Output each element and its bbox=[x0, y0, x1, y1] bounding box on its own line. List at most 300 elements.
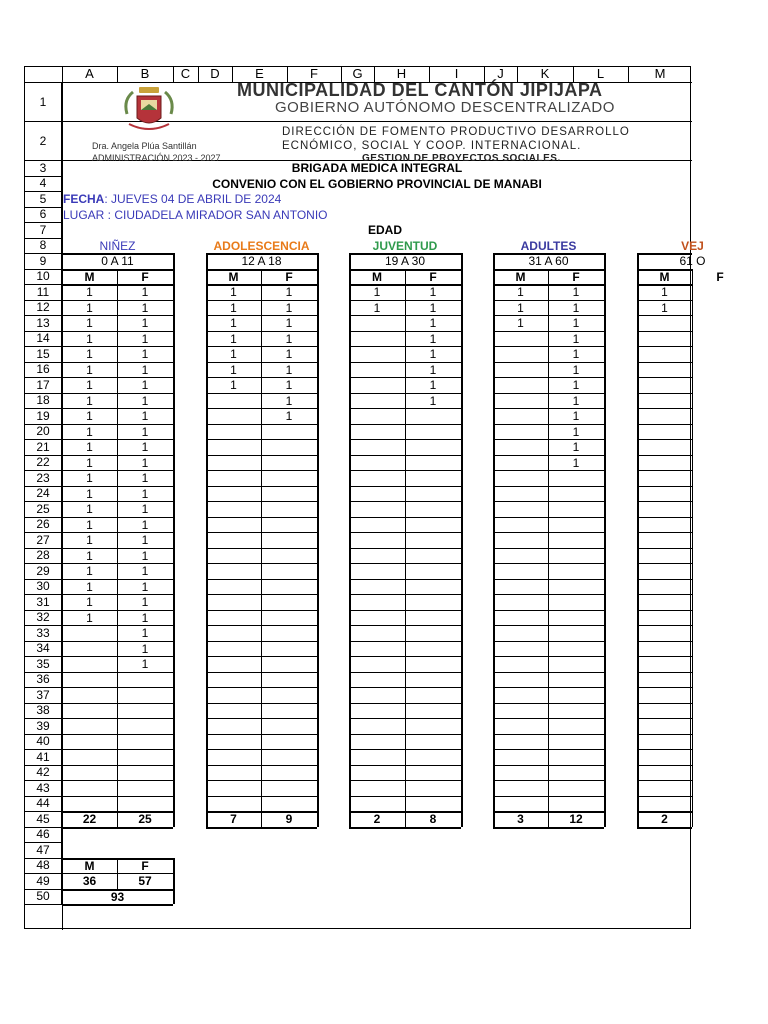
group-border-right bbox=[317, 253, 319, 827]
group-row-line bbox=[206, 656, 317, 657]
male-count-cell: 1 bbox=[86, 393, 93, 408]
event-location: LUGAR : CIUDADELA MIRADOR SAN ANTONIO bbox=[63, 207, 328, 222]
group-row-line bbox=[62, 548, 173, 549]
group-row-line bbox=[493, 656, 604, 657]
female-count-cell: 1 bbox=[572, 378, 580, 392]
female-count-cell: 1 bbox=[572, 300, 580, 315]
group-row-line bbox=[637, 408, 692, 409]
female-count-cell: 1 bbox=[572, 362, 580, 377]
female-count-cell: 1 bbox=[141, 331, 149, 346]
group-row-line bbox=[349, 486, 461, 487]
group-row-line bbox=[206, 687, 317, 688]
row-header-42[interactable]: 42 bbox=[25, 765, 62, 781]
female-count-cell: 1 bbox=[141, 641, 149, 656]
date-label: FECHA bbox=[63, 192, 105, 206]
group-row-line bbox=[206, 749, 317, 750]
spreadsheet bbox=[24, 66, 724, 929]
row-header-11[interactable]: 11 bbox=[25, 284, 62, 300]
group-row-line bbox=[62, 470, 173, 471]
group-border-left bbox=[637, 253, 639, 827]
group-row-line bbox=[206, 563, 317, 564]
row-header-41[interactable]: 41 bbox=[25, 749, 62, 765]
group-row-line bbox=[637, 315, 692, 316]
direction-line-3: GESTION DE PROYECTOS SOCIALES. bbox=[362, 153, 561, 164]
group-row-line bbox=[637, 811, 692, 813]
group-border-right bbox=[604, 253, 606, 827]
female-count-cell: 1 bbox=[141, 424, 149, 439]
group-row-line bbox=[62, 718, 173, 719]
group-row-line bbox=[206, 300, 317, 301]
female-count-cell: 1 bbox=[141, 595, 149, 609]
row-header-3[interactable]: 3 bbox=[25, 160, 62, 176]
group-row-line bbox=[206, 718, 317, 719]
female-total: 12 bbox=[569, 812, 583, 826]
female-count-cell: 1 bbox=[141, 300, 149, 315]
male-total: 2 bbox=[661, 812, 668, 826]
male-count-cell: 1 bbox=[86, 533, 93, 547]
row-header-5[interactable]: 5 bbox=[25, 191, 62, 207]
group-row-line bbox=[637, 703, 692, 704]
row-header-6[interactable]: 6 bbox=[25, 207, 62, 223]
row-header-20[interactable]: 20 bbox=[25, 424, 62, 440]
group-row-line bbox=[62, 455, 173, 456]
group-row-line bbox=[62, 439, 173, 440]
female-count-cell: 1 bbox=[572, 347, 580, 361]
column-header-d[interactable]: D bbox=[210, 66, 220, 81]
female-count-cell: 1 bbox=[141, 455, 149, 470]
group-row-line bbox=[349, 625, 461, 626]
group-row-line bbox=[637, 672, 692, 673]
male-count-cell: 1 bbox=[86, 455, 93, 470]
group-row-line bbox=[637, 284, 692, 286]
male-column-header: M bbox=[84, 269, 95, 284]
group-row-line bbox=[206, 532, 317, 533]
column-header-k[interactable]: K bbox=[540, 66, 550, 81]
male-count-cell: 1 bbox=[230, 316, 237, 330]
row-header-2[interactable]: 2 bbox=[25, 121, 62, 160]
group-row-line bbox=[493, 439, 604, 440]
group-row-line bbox=[206, 331, 317, 332]
male-count-cell: 1 bbox=[86, 471, 93, 485]
row-header-21[interactable]: 21 bbox=[25, 439, 62, 455]
group-border-left bbox=[349, 253, 351, 827]
male-count-cell: 1 bbox=[86, 347, 93, 361]
group-row-line bbox=[349, 780, 461, 781]
row-header-47[interactable]: 47 bbox=[25, 842, 62, 858]
group-row-line bbox=[206, 672, 317, 673]
group-row-line bbox=[349, 315, 461, 316]
group-row-line bbox=[62, 765, 173, 766]
row-header-49[interactable]: 49 bbox=[25, 873, 62, 889]
group-border-top bbox=[349, 253, 461, 255]
group-row-line bbox=[637, 734, 692, 735]
male-column-header: M bbox=[228, 269, 239, 284]
group-row-line bbox=[206, 765, 317, 766]
age-group-range: 0 A 11 bbox=[101, 254, 134, 268]
group-row-line bbox=[493, 470, 604, 471]
summary-female-total: 57 bbox=[138, 874, 152, 888]
group-row-line bbox=[206, 579, 317, 580]
group-row-line bbox=[349, 672, 461, 673]
male-count-cell: 1 bbox=[230, 300, 237, 315]
male-count-cell: 1 bbox=[86, 378, 93, 392]
group-row-line bbox=[493, 315, 604, 316]
row-header-45[interactable]: 45 bbox=[25, 811, 62, 827]
group-row-line bbox=[349, 579, 461, 580]
female-count-cell: 1 bbox=[285, 316, 293, 330]
group-row-line bbox=[206, 455, 317, 456]
group-row-line bbox=[349, 362, 461, 363]
female-count-cell: 1 bbox=[572, 393, 580, 408]
group-border-bottom bbox=[637, 827, 692, 829]
female-count-cell: 1 bbox=[429, 362, 437, 377]
female-count-cell: 1 bbox=[429, 285, 437, 299]
group-row-line bbox=[637, 470, 692, 471]
male-column-header: M bbox=[515, 269, 526, 284]
male-count-cell: 1 bbox=[86, 331, 93, 346]
group-row-line bbox=[493, 532, 604, 533]
summary-border-bottom bbox=[62, 904, 173, 906]
column-header-h[interactable]: H bbox=[396, 66, 407, 81]
row-header-32[interactable]: 32 bbox=[25, 610, 62, 626]
row-header-27[interactable]: 27 bbox=[25, 532, 62, 548]
row-header-4[interactable]: 4 bbox=[25, 176, 62, 192]
female-count-cell: 1 bbox=[285, 409, 293, 423]
group-border-bottom bbox=[62, 827, 173, 829]
female-count-cell: 1 bbox=[141, 548, 149, 563]
group-row-line bbox=[62, 734, 173, 735]
female-count-cell: 1 bbox=[141, 285, 149, 299]
female-count-cell: 1 bbox=[285, 393, 293, 408]
group-row-line bbox=[206, 517, 317, 518]
group-row-line bbox=[493, 625, 604, 626]
female-count-cell: 1 bbox=[429, 393, 437, 408]
group-row-line bbox=[62, 331, 173, 332]
female-count-cell: 1 bbox=[141, 471, 149, 485]
age-header: EDAD bbox=[367, 223, 402, 237]
group-row-line bbox=[637, 780, 692, 781]
group-row-line bbox=[62, 346, 173, 347]
row-header-40[interactable]: 40 bbox=[25, 734, 62, 750]
female-count-cell: 1 bbox=[572, 424, 580, 439]
group-row-line bbox=[349, 610, 461, 611]
group-row-line bbox=[349, 517, 461, 518]
group-row-line bbox=[637, 749, 692, 750]
group-row-line bbox=[637, 346, 692, 347]
group-row-line bbox=[206, 377, 317, 378]
row-header-10[interactable]: 10 bbox=[25, 269, 62, 285]
male-count-cell: 1 bbox=[661, 300, 668, 315]
group-row-line bbox=[349, 811, 461, 813]
age-group-name: NIÑEZ bbox=[99, 238, 136, 253]
government-subtitle: GOBIERNO AUTÓNOMO DESCENTRALIZADO bbox=[275, 99, 615, 116]
male-count-cell: 1 bbox=[86, 579, 93, 594]
group-row-line bbox=[637, 532, 692, 533]
female-count-cell: 1 bbox=[429, 378, 437, 392]
group-border-top bbox=[637, 253, 692, 255]
row-header-50[interactable]: 50 bbox=[25, 889, 62, 905]
row-header-37[interactable]: 37 bbox=[25, 687, 62, 703]
group-row-line bbox=[206, 796, 317, 797]
group-row-line bbox=[493, 408, 604, 409]
male-count-cell: 1 bbox=[661, 285, 668, 299]
female-count-cell: 1 bbox=[141, 533, 149, 547]
group-row-line bbox=[206, 346, 317, 347]
row-header-39[interactable]: 39 bbox=[25, 718, 62, 734]
group-row-line bbox=[62, 284, 173, 286]
female-count-cell: 1 bbox=[429, 347, 437, 361]
event-date bbox=[63, 192, 563, 206]
male-count-cell: 1 bbox=[86, 285, 93, 299]
female-total: 9 bbox=[285, 812, 293, 826]
row-header-38[interactable]: 38 bbox=[25, 703, 62, 719]
group-row-line bbox=[637, 424, 692, 425]
male-count-cell: 1 bbox=[86, 424, 93, 439]
group-row-line bbox=[62, 532, 173, 533]
group-border-top bbox=[493, 253, 604, 255]
male-count-cell: 1 bbox=[230, 331, 237, 346]
group-row-line bbox=[493, 780, 604, 781]
group-row-line bbox=[62, 377, 173, 378]
male-count-cell: 1 bbox=[517, 300, 524, 315]
female-count-cell: 1 bbox=[141, 316, 149, 330]
group-row-line bbox=[62, 641, 173, 642]
group-row-line bbox=[493, 548, 604, 549]
male-count-cell: 1 bbox=[86, 409, 93, 423]
group-row-line bbox=[349, 734, 461, 735]
group-row-line bbox=[206, 780, 317, 781]
group-row-line bbox=[493, 455, 604, 456]
row-header-24[interactable]: 24 bbox=[25, 486, 62, 502]
group-row-line bbox=[493, 749, 604, 750]
group-row-line bbox=[349, 687, 461, 688]
group-row-line bbox=[637, 331, 692, 332]
row-header-12[interactable]: 12 bbox=[25, 300, 62, 316]
row-header-16[interactable]: 16 bbox=[25, 362, 62, 378]
female-count-cell: 1 bbox=[429, 331, 437, 346]
male-count-cell: 1 bbox=[517, 316, 524, 330]
column-header-e[interactable]: E bbox=[255, 66, 264, 81]
row-header-31[interactable]: 31 bbox=[25, 594, 62, 610]
group-row-line bbox=[493, 300, 604, 301]
group-row-line bbox=[349, 346, 461, 347]
column-header-i[interactable]: I bbox=[454, 66, 459, 81]
row-header-22[interactable]: 22 bbox=[25, 455, 62, 471]
male-count-cell: 1 bbox=[86, 316, 93, 330]
female-count-cell: 1 bbox=[141, 393, 149, 408]
group-row-line bbox=[206, 424, 317, 425]
group-row-line bbox=[206, 315, 317, 316]
group-border-left bbox=[493, 253, 495, 827]
group-row-line bbox=[637, 641, 692, 642]
group-row-line bbox=[493, 424, 604, 425]
group-border-top bbox=[206, 253, 317, 255]
group-row-line bbox=[493, 579, 604, 580]
female-count-cell: 1 bbox=[572, 316, 580, 330]
summary-male-total: 36 bbox=[82, 874, 97, 888]
group-row-line bbox=[637, 594, 692, 595]
row-header-35[interactable]: 35 bbox=[25, 656, 62, 672]
column-header-g[interactable]: G bbox=[352, 66, 363, 81]
group-row-line bbox=[637, 439, 692, 440]
female-count-cell: 1 bbox=[572, 409, 580, 423]
group-row-line bbox=[637, 486, 692, 487]
age-group-name: ADULTES bbox=[520, 238, 577, 253]
row-header-18[interactable]: 18 bbox=[25, 393, 62, 409]
municipality-seal-logo bbox=[119, 84, 179, 136]
row-header-44[interactable]: 44 bbox=[25, 796, 62, 812]
group-row-line bbox=[349, 641, 461, 642]
group-row-line bbox=[349, 532, 461, 533]
group-row-line bbox=[493, 594, 604, 595]
row-header-14[interactable]: 14 bbox=[25, 331, 62, 347]
group-row-line bbox=[62, 563, 173, 564]
group-border-bottom bbox=[206, 827, 317, 829]
group-row-line bbox=[62, 610, 173, 611]
group-row-line bbox=[637, 300, 692, 301]
convenio-title: CONVENIO CON EL GOBIERNO PROVINCIAL DE MANABI bbox=[212, 176, 542, 191]
group-row-line bbox=[206, 362, 317, 363]
group-row-line bbox=[349, 408, 461, 409]
group-border-bottom bbox=[349, 827, 461, 829]
female-count-cell: 1 bbox=[141, 409, 149, 423]
column-header-f[interactable]: F bbox=[310, 66, 318, 81]
group-row-line bbox=[637, 579, 692, 580]
group-row-line bbox=[62, 315, 173, 316]
female-count-cell: 1 bbox=[285, 362, 293, 377]
female-count-cell: 1 bbox=[429, 300, 437, 315]
group-row-line bbox=[637, 517, 692, 518]
municipality-title: MUNICIPALIDAD DEL CANTÓN JIPIJAPA bbox=[237, 80, 603, 100]
group-row-line bbox=[62, 796, 173, 797]
group-row-line bbox=[62, 300, 173, 301]
female-count-cell: 1 bbox=[141, 579, 149, 594]
row-header-7[interactable]: 7 bbox=[25, 222, 62, 238]
group-row-line bbox=[206, 703, 317, 704]
group-row-line bbox=[62, 424, 173, 425]
row-header-28[interactable]: 28 bbox=[25, 548, 62, 564]
group-row-line bbox=[206, 641, 317, 642]
male-total: 2 bbox=[373, 812, 381, 826]
female-count-cell: 1 bbox=[285, 285, 293, 299]
female-count-cell: 1 bbox=[285, 331, 293, 346]
age-group-range: 12 A 18 bbox=[241, 254, 282, 268]
row-header-25[interactable]: 25 bbox=[25, 501, 62, 517]
group-row-line bbox=[349, 284, 461, 286]
group-row-line bbox=[637, 563, 692, 564]
age-group-name: ADOLESCENCIA bbox=[213, 238, 310, 253]
group-row-line bbox=[62, 687, 173, 688]
row-header-8[interactable]: 8 bbox=[25, 238, 62, 254]
age-group-name: VEJ bbox=[681, 238, 704, 253]
female-count-cell: 1 bbox=[141, 626, 149, 640]
summary-border-right bbox=[173, 858, 175, 905]
row-header-34[interactable]: 34 bbox=[25, 641, 62, 657]
column-header-l[interactable]: L bbox=[596, 66, 605, 81]
female-count-cell: 1 bbox=[572, 440, 580, 454]
group-row-line bbox=[62, 703, 173, 704]
group-row-line bbox=[349, 796, 461, 797]
row-header-1[interactable]: 1 bbox=[25, 82, 62, 121]
male-count-cell: 1 bbox=[230, 347, 237, 361]
row-header-46[interactable]: 46 bbox=[25, 827, 62, 843]
row-header-48[interactable]: 48 bbox=[25, 858, 62, 874]
group-row-line bbox=[637, 687, 692, 688]
female-count-cell: 1 bbox=[141, 486, 149, 501]
row-header-15[interactable]: 15 bbox=[25, 346, 62, 362]
row-header-23[interactable]: 23 bbox=[25, 470, 62, 486]
group-row-line bbox=[349, 393, 461, 394]
male-count-cell: 1 bbox=[86, 564, 93, 578]
male-total: 7 bbox=[230, 812, 237, 826]
column-header-c[interactable]: C bbox=[180, 66, 191, 81]
group-row-line bbox=[62, 408, 173, 409]
group-row-line bbox=[349, 563, 461, 564]
column-header-a[interactable]: A bbox=[85, 66, 94, 81]
row-header-17[interactable]: 17 bbox=[25, 377, 62, 393]
group-row-line bbox=[637, 362, 692, 363]
row-header-33[interactable]: 33 bbox=[25, 625, 62, 641]
male-count-cell: 1 bbox=[86, 440, 93, 454]
direction-line-2: ECNÓMICO, SOCIAL Y COOP. INTERNACIONAL. bbox=[282, 140, 582, 152]
group-row-line bbox=[206, 625, 317, 626]
group-row-line bbox=[349, 455, 461, 456]
female-column-header: F bbox=[572, 269, 580, 284]
row-header-30[interactable]: 30 bbox=[25, 579, 62, 595]
group-row-line bbox=[349, 548, 461, 549]
female-count-cell: 1 bbox=[141, 610, 149, 625]
group-row-line bbox=[349, 439, 461, 440]
group-row-line bbox=[637, 455, 692, 456]
female-column-header: F bbox=[716, 269, 724, 284]
row-header-9[interactable]: 9 bbox=[25, 253, 62, 269]
group-row-line bbox=[493, 284, 604, 286]
row-header-26[interactable]: 26 bbox=[25, 517, 62, 533]
summary-row-line bbox=[62, 889, 173, 891]
group-row-line bbox=[637, 377, 692, 378]
row-header-19[interactable]: 19 bbox=[25, 408, 62, 424]
row-header-43[interactable]: 43 bbox=[25, 780, 62, 796]
group-row-line bbox=[493, 346, 604, 347]
column-header-b[interactable]: B bbox=[140, 66, 150, 81]
group-row-line bbox=[349, 594, 461, 595]
male-count-cell: 1 bbox=[373, 285, 381, 299]
group-row-line bbox=[62, 625, 173, 626]
group-row-line bbox=[493, 362, 604, 363]
mayor-name: Dra. Angela Plúa Santillán bbox=[92, 141, 197, 151]
column-header-m[interactable]: M bbox=[654, 66, 666, 81]
group-row-line bbox=[62, 393, 173, 394]
group-row-line bbox=[493, 331, 604, 332]
mayor-administration: ADMINISTRACIÓN 2023 - 2027 bbox=[92, 153, 221, 163]
male-count-cell: 1 bbox=[86, 362, 93, 377]
group-row-line bbox=[62, 811, 173, 813]
male-count-cell: 1 bbox=[86, 502, 93, 516]
row-header-29[interactable]: 29 bbox=[25, 563, 62, 579]
group-border-left bbox=[206, 253, 208, 827]
group-row-line bbox=[637, 765, 692, 766]
group-row-line bbox=[349, 269, 461, 271]
summary-male-label: M bbox=[84, 858, 95, 873]
male-count-cell: 1 bbox=[230, 378, 237, 392]
row-header-36[interactable]: 36 bbox=[25, 672, 62, 688]
group-row-line bbox=[62, 672, 173, 673]
group-row-line bbox=[62, 594, 173, 595]
row-header-13[interactable]: 13 bbox=[25, 315, 62, 331]
age-group-range: 19 A 30 bbox=[384, 254, 426, 268]
column-header-j[interactable]: J bbox=[497, 66, 504, 81]
group-row-line bbox=[206, 594, 317, 595]
